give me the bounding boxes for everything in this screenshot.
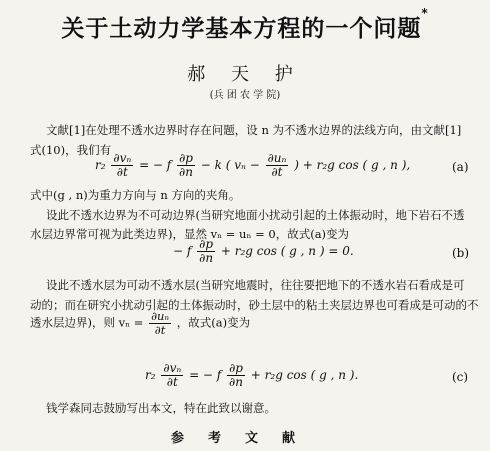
title-footnote-mark: * [421, 6, 429, 20]
eq-c-rhs1-fraction [227, 362, 245, 389]
eq-a-rhs2-fraction [266, 152, 289, 179]
eq-c-lhs-den: ∂t [166, 375, 178, 389]
eq-a-rhs2-num: ∂uₙ [267, 151, 287, 165]
para4-line3 [30, 310, 250, 337]
para4-line2: 动的；而在研究小扰动引起的土体振动时，砂土层中的粘土夹层边界也可看成是可动的不 [30, 298, 479, 312]
para4-line3-num: ∂uₙ [151, 309, 170, 323]
para4-line3-fraction [149, 310, 171, 337]
eq-b-rhs: + r₂g cos ( g , n ) = 0. [220, 244, 354, 258]
eq-b-den: ∂n [199, 251, 214, 265]
eq-c-rhs2: + r₂g cos ( g , n ). [250, 368, 359, 382]
para4-line1: 设此不透水层为可动不透水层(当研究地震时，往往要把地下的不透水岩石看成是可 [46, 278, 465, 292]
para4-line3-post: ，故式(a)变为 [176, 315, 251, 330]
eq-a-rhs2: − k ( vₙ − [200, 158, 260, 172]
eq-a-coef: r₂ [95, 158, 106, 172]
para2: 式中(g , n)为重力方向与 n 方向的夹角。 [30, 188, 241, 202]
acknowledgement: 钱学森同志鼓励写出本文，特在此致以谢意。 [46, 401, 276, 415]
eq-c-rhs1-num: ∂p [229, 361, 243, 375]
eq-a-rhs1-fraction [177, 152, 195, 179]
eq-a-rhs1: = − f [139, 158, 172, 172]
eq-c-rhs1: = − f [189, 368, 222, 382]
eq-a-rhs3: ) + r₂g cos ( g , n ), [294, 158, 411, 172]
eq-a-rhs1-num: ∂p [179, 151, 193, 165]
eq-b-label: (b) [452, 246, 470, 260]
para1-line2: 式(10)，我们有 [30, 143, 112, 157]
eq-b-fraction [197, 238, 215, 265]
para4-line3-pre: 透水层边界)，则 vₙ = [30, 315, 144, 330]
para4-line3-den: ∂t [154, 323, 166, 337]
para3-line1: 设此不透水边界为不可动边界(当研究地面小扰动引起的土体振动时，地下岩石不透 [46, 208, 465, 222]
eq-c-coef: r₂ [145, 368, 156, 382]
para3-line2: 水层边界常可视为此类边界)，显然 vₙ = uₙ = 0，故式(a)变为 [30, 227, 350, 241]
eq-a-label: (a) [452, 160, 469, 174]
equation-a [95, 152, 410, 179]
eq-a-rhs2-den: ∂t [271, 165, 283, 179]
paper-title [0, 6, 490, 43]
eq-a-lhs-fraction [111, 152, 133, 179]
eq-b-num: ∂p [199, 237, 214, 251]
eq-c-lhs-num: ∂vₙ [163, 361, 182, 375]
eq-a-rhs1-den: ∂n [179, 165, 193, 179]
eq-a-lhs-num: ∂vₙ [113, 151, 132, 165]
eq-c-label: (c) [452, 370, 469, 384]
eq-b-lhs: − f [173, 244, 192, 258]
equation-c [145, 362, 358, 389]
title-text: 关于土动力学基本方程的一个问题 [61, 16, 422, 42]
references-heading: 参考文献 [170, 431, 319, 446]
eq-c-rhs1-den: ∂n [229, 375, 243, 389]
eq-c-lhs-fraction [161, 362, 183, 389]
eq-a-lhs-den: ∂t [116, 165, 128, 179]
equation-b [173, 238, 354, 265]
author-affiliation: (兵 团 农 学 院) [209, 90, 281, 101]
para1-line1: 文献[1]在处理不透水边界时存在问题，设 n 为不透水边界的法线方向，由文献[1] [46, 123, 462, 137]
author-name: 郝 天 护 [187, 64, 303, 85]
